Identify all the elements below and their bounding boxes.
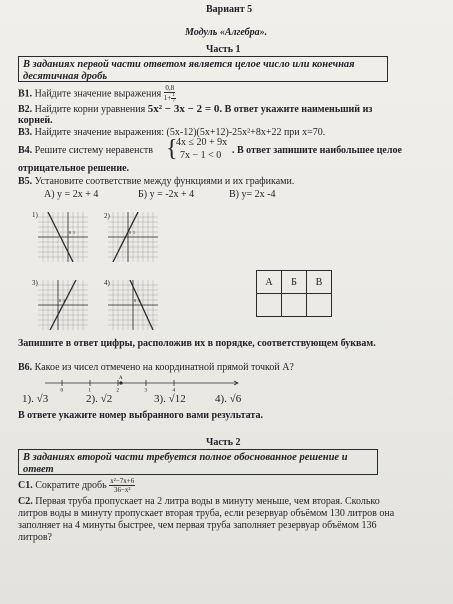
task-b2-equation: 5x² − 3x − 2 = 0. [147,103,223,115]
task-c2 [18,496,394,544]
task-b5-option-c: В) y= 2x -4 [229,189,276,200]
part1-instructions-box [18,56,388,82]
task-b1-numerator: 0,8 [165,84,175,92]
task-b2 [18,103,372,115]
number-line-point-a-label: A [119,376,123,381]
b6-choice-4: 4). √6 [215,393,242,405]
task-c1-text: Сократите дробь [35,479,107,491]
task-c1-numerator: x²−7x+6 [110,477,135,485]
task-b2-label: В2. [18,104,33,115]
graph-2-number: 2) [104,212,110,220]
task-c2-label: С2. [18,496,33,507]
number-line [40,374,240,392]
number-line-tick-0: 0 [60,388,63,392]
task-b6-instruction: В ответе укажите номер выбранного вами результата. [18,410,263,421]
task-b4-label: В4. [18,145,33,156]
number-line-tick-2: 2 [116,388,119,392]
part2-instructions-box [18,449,378,475]
task-b4-inequality-2: 7x − 1 < 0 [180,150,222,161]
answer-cell-a[interactable] [257,294,282,317]
task-c1-denominator: 36−x² [113,486,131,494]
graph-1 [38,212,88,262]
task-b4 [18,145,153,156]
graph-4 [108,280,158,330]
task-b5-instruction: Запишите в ответ цифры, расположив их в порядке, соответствующем буквам. [18,338,376,349]
answer-cell-c[interactable] [307,294,332,317]
task-c1-fraction [109,477,135,494]
task-b4-system-brace: { [166,136,178,162]
b5-answer-table [256,270,332,317]
svg-text:0: 0 [129,230,131,235]
svg-text:1: 1 [73,230,75,235]
task-b2-line2: корней. [18,115,53,126]
number-line-tick-4: 4 [172,388,175,392]
part2-instructions-line1: В заданиях второй части требуется полное обоснованное решение и [23,452,348,463]
part2-instructions-line2: ответ [23,464,54,475]
task-b2-tail: В ответ укажите наименьший из [224,104,373,115]
task-b1-fraction [164,84,176,104]
variant-title: Вариант 5 [206,4,253,15]
task-b3-label: В3. [18,127,33,138]
task-b5-option-b: Б) y = -2x + 4 [138,189,195,200]
task-b1-text: Найдите значение выражения [34,88,162,100]
graph-4-number: 4) [104,279,110,287]
task-b5-text: Установите соответствие между функциями и их графиками. [34,176,295,187]
svg-text:1: 1 [63,298,65,303]
number-line-point-a [119,381,122,384]
task-c2-line-2: литров воды в минуту пропускает вторая труба, если резервуар объёмом 130 литров она [18,508,395,519]
graph-2 [108,212,158,262]
task-b6 [18,362,294,373]
task-b6-label: В6. [18,362,33,373]
module-title: Модуль «Алгебра». [185,27,268,38]
b6-choice-1: 1). √3 [22,393,49,405]
number-line-tick-1: 1 [88,388,91,392]
b6-choice-2: 2). √2 [86,393,113,405]
task-b1 [18,84,176,104]
part1-instructions-line2: десятичная дробь [23,71,108,82]
task-b4-line2: отрицательное решение. [18,163,130,174]
b6-choice-3: 3). √12 [154,393,186,405]
graph-3-number: 3) [32,279,38,287]
number-line-tick-3: 3 [144,388,147,392]
task-b3-text: Найдите значение выражения: (5x-12)(5x+12)-25x²+8x+22 при x=70. [34,127,326,138]
svg-text:0: 0 [69,230,71,235]
task-b5-option-a: А) y = 2x + 4 [44,189,99,200]
answer-header-b: Б [282,271,307,294]
part2-title: Часть 2 [206,437,241,448]
graph-3 [38,280,88,330]
task-b4-tail: . В ответ запишите наибольшее целое [232,145,402,156]
svg-text:0: 0 [59,298,61,303]
svg-text:1: 1 [133,230,135,235]
task-c2-line-1: С2. Первая труба пропускает на 2 литра воды в минуту меньше, чем вторая. Сколько [18,496,380,507]
answer-header-a: А [257,271,282,294]
svg-text:0: 0 [134,298,136,303]
graph-1-number: 1) [32,211,38,219]
task-b5-label: В5. [18,176,33,187]
answer-cell-b[interactable] [282,294,307,317]
task-b1-label: В1. [18,88,33,100]
task-b2-text: Найдите корни уравнения [34,104,146,115]
task-c2-line-3: заполняет на 4 минуты быстрее, чем первая труба заполняет резервуар объёмом 136 [18,520,377,531]
task-b1-denominator: 1+ $\frac{1}{7}$ [163,93,175,104]
task-c1-label: С1. [18,479,33,491]
task-b5 [18,176,294,187]
answer-header-c: В [307,271,332,294]
task-c1 [18,477,135,494]
part1-title: Часть 1 [206,44,241,55]
task-b6-text: Какое из чисел отмечено на координатной прямой точкой А? [34,362,294,373]
task-c2-line-4: литров? [18,532,52,543]
task-b4-text: Решите систему неравенств [34,145,153,156]
svg-text:1: 1 [138,298,140,303]
task-b4-inequality-1: 4x ≤ 20 + 9x [176,137,228,148]
part1-instructions-line1: В заданиях первой части ответом является целое число или конечная [23,59,355,70]
